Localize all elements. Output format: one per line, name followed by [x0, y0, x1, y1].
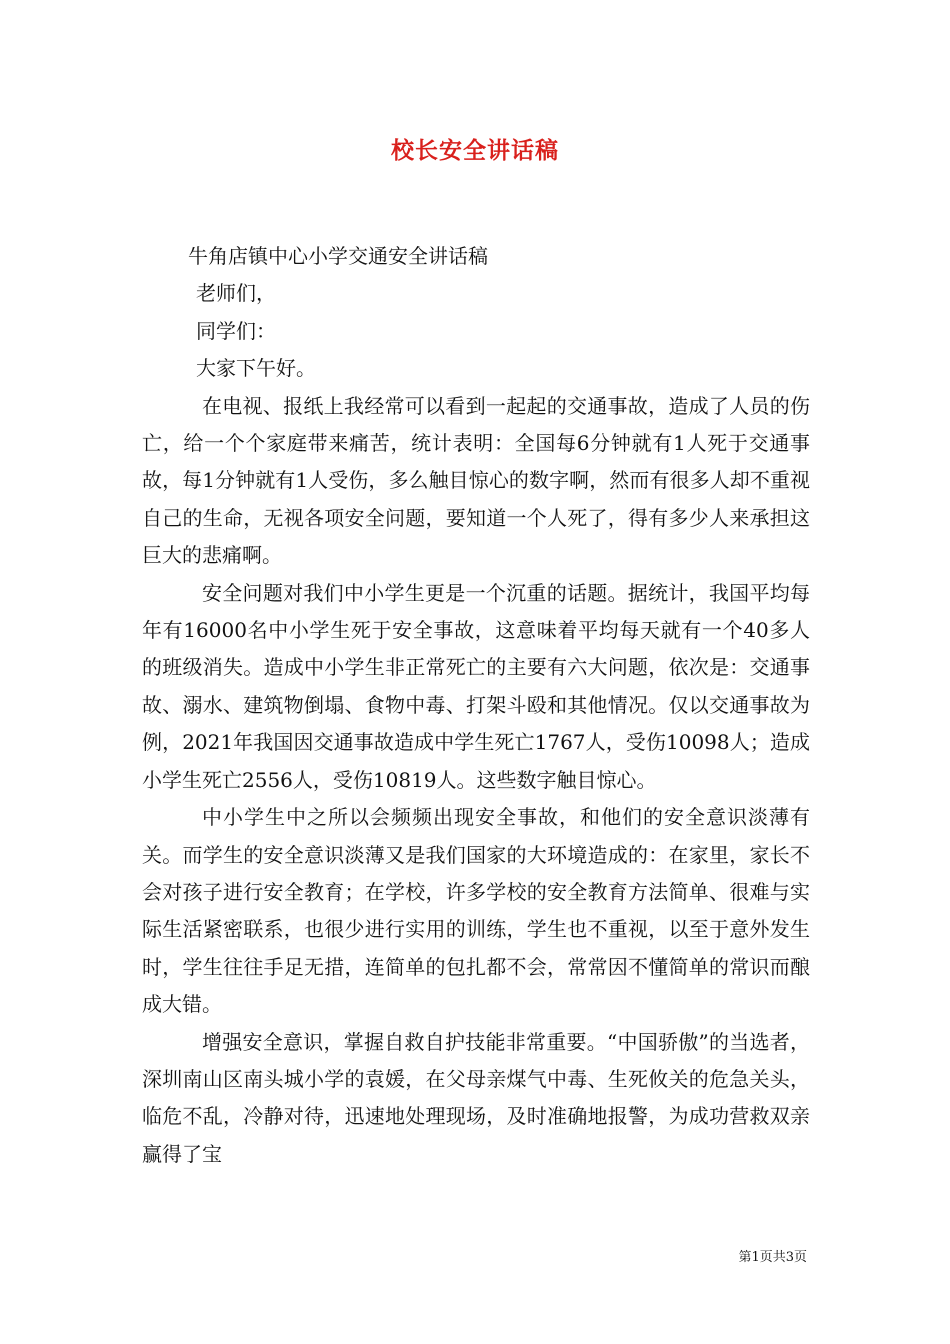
body-paragraph-2: 安全问题对我们中小学生更是一个沉重的话题。据统计，我国平均每年有16000名中小学生死于安全事故，这意味着平均每天就有一个40多人的班级消失。造成中小学生非正常死亡的主要有六大问题，依次是：交通事故、溺水、建筑物倒塌、食物中毒、打架斗殴和其他情况。仅以交通事故为例，2021年我国因交通事故造成中学生死亡1767人，受伤10098人；造成小学生死亡2556人，受伤10819人。这些数字触目惊心。: [142, 580, 810, 792]
body-paragraph-3: 中小学生中之所以会频频出现安全事故，和他们的安全意识淡薄有关。而学生的安全意识淡薄又是我们国家的大环境造成的：在家里，家长不会对孩子进行安全教育；在学校，许多学校的安全教育方法简单、很难与实际生活紧密联系，也很少进行实用的训练，学生也不重视，以至于意外发生时，学生往往手足无措，连简单的包扎都不会，常常因不懂简单的常识而酿成大错。: [142, 805, 810, 1017]
page-number: 第1页共3页: [738, 1250, 807, 1265]
body-paragraph-4: 增强安全意识，掌握自救自护技能非常重要。“中国骄傲”的当选者，深圳南山区南头城小学的袁媛，在父母亲煤气中毒、生死攸关的危急关头，临危不乱，冷静对待，迅速地处理现场，及时准确地报警，为成功营救双亲赢得了宝: [142, 1029, 810, 1166]
greeting-afternoon: 大家下午好。: [196, 356, 316, 381]
body-paragraph-1: 在电视、报纸上我经常可以看到一起起的交通事故，造成了人员的伤亡，给一个个家庭带来痛苦，统计表明：全国每6分钟就有1人死于交通事故，每1分钟就有1人受伤，多么触目惊心的数字啊，然而有很多人却不重视自己的生命，无视各项安全问题，要知道一个人死了，得有多少人来承担这巨大的悲痛啊。: [142, 393, 810, 568]
greeting-students: 同学们：: [196, 318, 276, 343]
greeting-teachers: 老师们，: [196, 281, 276, 306]
speech-heading: 牛角店镇中心小学交通安全讲话稿: [188, 244, 488, 268]
document-body: [142, 238, 810, 1173]
document-title: 校长安全讲话稿: [391, 137, 559, 164]
